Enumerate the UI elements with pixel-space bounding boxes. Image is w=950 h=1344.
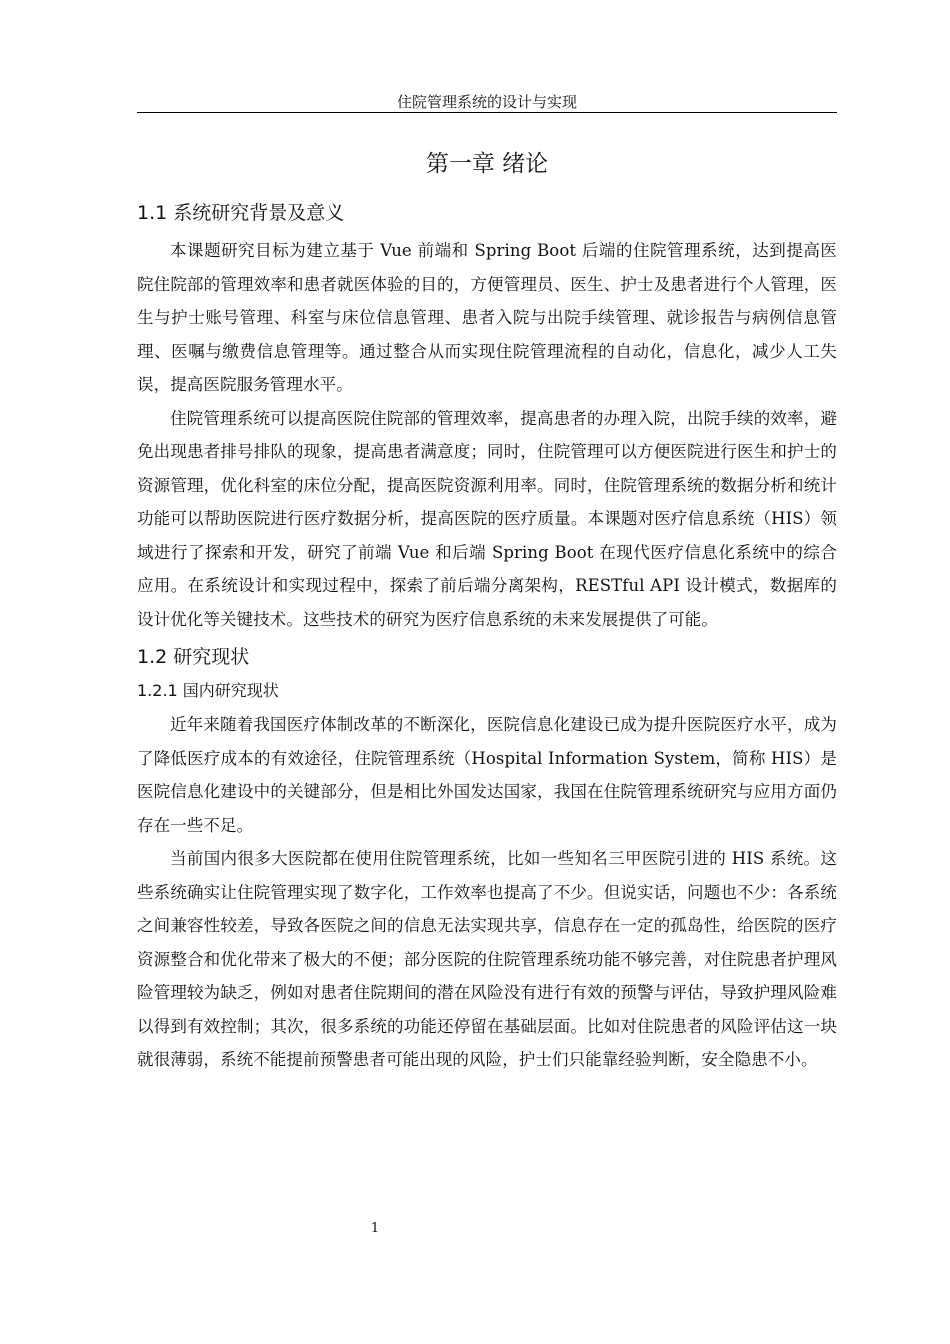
subsection-heading-1-2-1: 1.2.1 国内研究现状 xyxy=(137,681,279,700)
header-rule xyxy=(137,112,837,113)
chapter-title: 第一章 绪论 xyxy=(425,151,549,177)
running-header: 住院管理系统的设计与实现 xyxy=(396,93,577,111)
paragraph: 住院管理系统可以提高医院住院部的管理效率，提高患者的办理入院，出院手续的效率，避免出现患者排号排队的现象，提高患者满意度；同时，住院管理可以方便医院进行医生和护士的资源管理，优化科室的床位分配，提高医院资源利用率。同时，住院管理系统的数据分析和统计功能可以帮助医院进行医疗数据分析，提高医院的医疗质量。本课题对医疗信息系统（HIS）领域进行了探索和开发，研究了前端 Vue 和后端 Spring Boot 在现代医疗信息化系统中的综合应用。在系统设计和实现过程中，探索了前后端分离架构，RESTful API 设计模式，数据库的设计优化等关键技术。这些技术的研究为医疗信息系统的未来发展提供了可能。 xyxy=(137,408,837,629)
page-number: 1 xyxy=(370,1221,380,1236)
section-heading-1-1: 1.1 系统研究背景及意义 xyxy=(137,202,345,224)
paragraph: 本课题研究目标为建立基于 Vue 前端和 Spring Boot 后端的住院管理系统，达到提高医院住院部的管理效率和患者就医体验的目的，方便管理员、医生、护士及患者进行个人管理，医生与护士账号管理、科室与床位信息管理、患者入院与出院手续管理、就诊报告与病例信息管理、医嘱与缴费信息管理等。通过整合从而实现住院管理流程的自动化，信息化，减少人工失误，提高医院服务管理水平。 xyxy=(137,241,837,394)
paragraph: 当前国内很多大医院都在使用住院管理系统，比如一些知名三甲医院引进的 HIS 系统。这些系统确实让住院管理实现了数字化，工作效率也提高了不少。但说实话，问题也不少：各系统之间兼容性较差，导致各医院之间的信息无法实现共享，信息存在一定的孤岛性，给医院的医疗资源整合和优化带来了极大的不便；部分医院的住院管理系统功能不够完善，对住院患者护理风险管理较为缺乏，例如对患者住院期间的潜在风险没有进行有效的预警与评估，导致护理风险难以得到有效控制；其次，很多系统的功能还停留在基础层面。比如对住院患者的风险评估这一块就很薄弱，系统不能提前预警患者可能出现的风险，护士们只能靠经验判断，安全隐患不小。 xyxy=(137,849,837,1069)
section-heading-1-2: 1.2 研究现状 xyxy=(137,646,250,668)
paragraph: 近年来随着我国医疗体制改革的不断深化，医院信息化建设已成为提升医院医疗水平，成为了降低医疗成本的有效途径，住院管理系统（Hospital Information System，简称 HIS）是医院信息化建设中的关键部分，但是相比外国发达国家，我国在住院管理系统研究与应用方面仍存在一些不足。 xyxy=(137,715,837,835)
document-body xyxy=(137,198,837,1077)
